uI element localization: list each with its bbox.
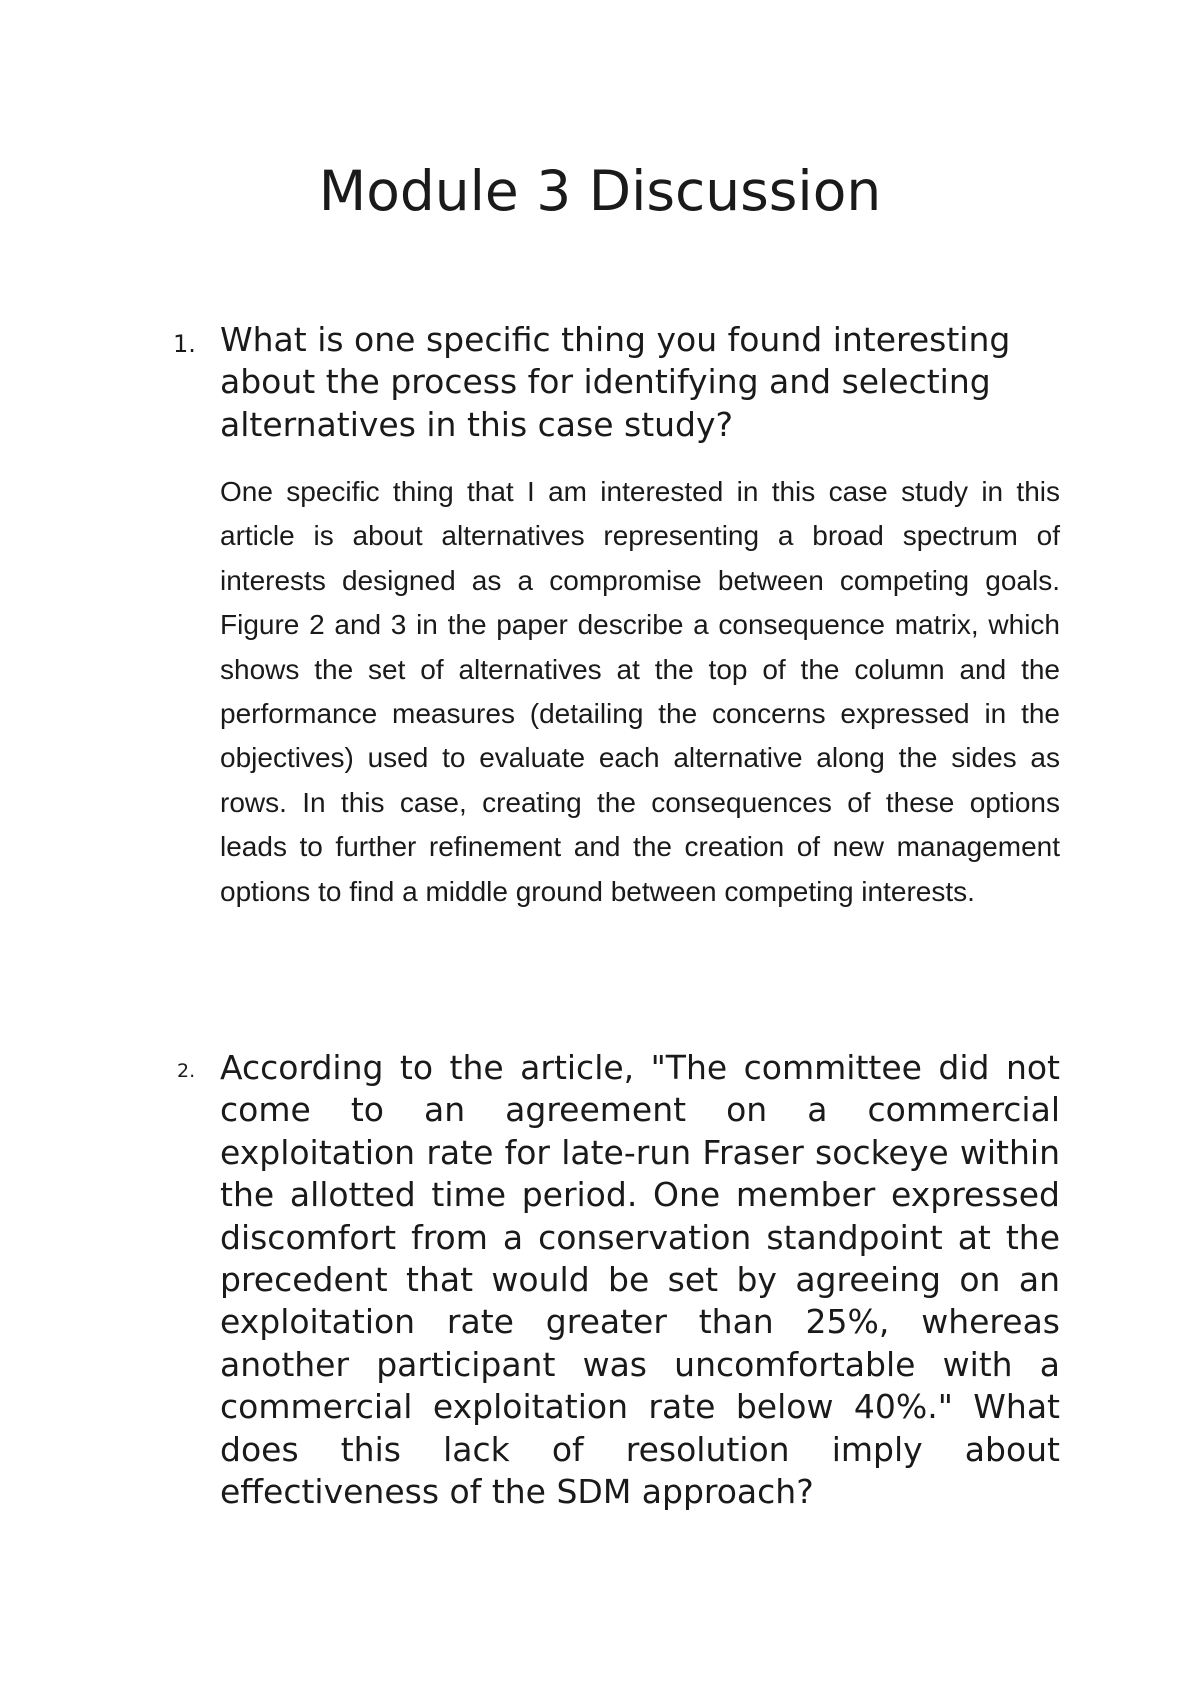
- question-1-text: What is one specific thing you found interesting about the process for identifying and selecting alternatives in this case study?: [220, 320, 1011, 444]
- question-2-text: According to the article, "The committee did not come to an agreement on a commercial exploitation rate for late-run Fraser sockeye within the allotted time period. One member expressed discomfort from a conservation standpoint at the precedent that would be set by agreeing on an exploitation rate greater than 25%, whereas another participant was uncomfortable with a commercial exploitation rate below 40%." What does this lack of resolution imply about effectiveness of the SDM approach?: [220, 1048, 1060, 1512]
- page-title: Module 3 Discussion: [318, 159, 882, 223]
- question-1-number: 1.: [173, 330, 196, 358]
- question-2-number: 2.: [177, 1060, 196, 1082]
- question-1-answer: One specific thing that I am interested in this case study in this article is about alternatives representing a broad spectrum of interests designed as a compromise between competing goals. Figure 2 and 3 in the paper describe a consequence matrix, which shows the set of alternatives at the top of the column and the performance measures (detailing the concerns expressed in the objectives) used to evaluate each alternative along the sides as rows. In this case, creating the consequences of these options leads to further refinement and the creation of new management options to find a middle ground between competing interests.: [220, 476, 1060, 907]
